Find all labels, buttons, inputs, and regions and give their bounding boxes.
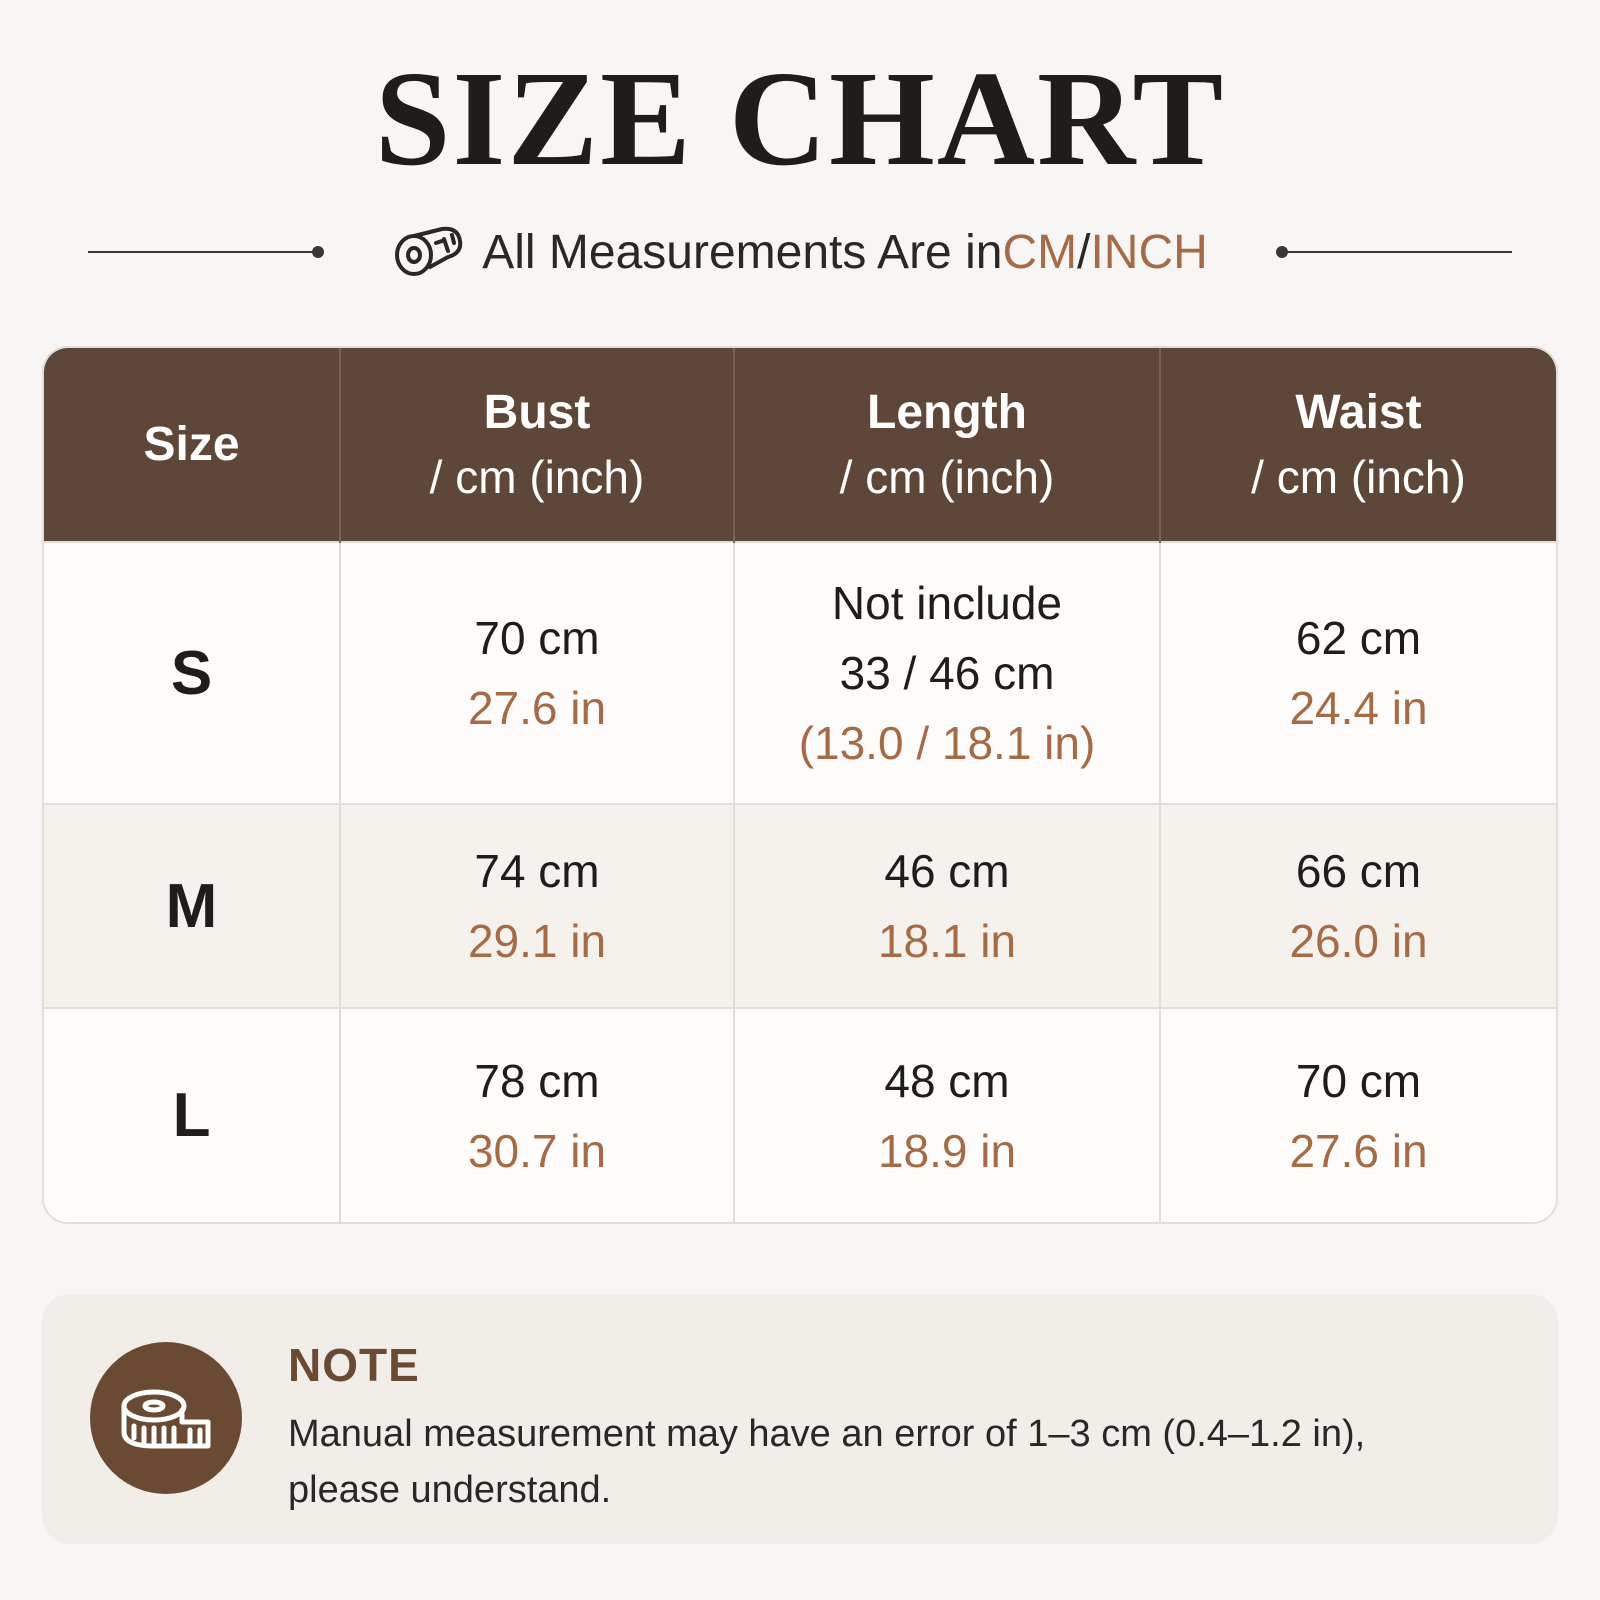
divider-line-right — [1280, 251, 1512, 253]
divider-dot-left — [312, 246, 324, 258]
note-text — [288, 1406, 1488, 1518]
note-line-2: please understand. — [288, 1469, 612, 1511]
tape-measure-icon — [392, 223, 464, 281]
length-note: Not include — [831, 577, 1063, 629]
size-cell: M — [44, 804, 340, 1008]
length-inch: 18.1 in — [877, 915, 1017, 967]
unit-inch-label: INCH — [1090, 225, 1208, 279]
waist-cell — [1160, 542, 1556, 804]
header-waist — [1160, 348, 1556, 542]
size-cell: S — [44, 542, 340, 804]
header-size — [44, 348, 340, 542]
header-unit: / cm (inch) — [839, 450, 1055, 503]
tape-measure-icon — [116, 1380, 216, 1456]
bust-inch: 27.6 in — [467, 682, 607, 734]
header-label: Size — [143, 417, 240, 471]
length-inch: 18.9 in — [877, 1124, 1017, 1177]
length-cm: 33 / 46 cm — [839, 647, 1055, 699]
waist-cm: 66 cm — [1295, 845, 1422, 897]
measurement-units-banner — [88, 222, 1512, 282]
size-cell: L — [44, 1008, 340, 1222]
waist-cell — [1160, 804, 1556, 1008]
size-table — [42, 346, 1558, 1224]
waist-cell — [1160, 1008, 1556, 1222]
header-bust — [340, 348, 734, 542]
header-label: Length — [867, 385, 1027, 439]
length-cell — [734, 804, 1160, 1008]
header-unit: / cm (inch) — [429, 450, 645, 503]
note-line-1: Manual measurement may have an error of 1–3 cm (0.4–1.2 in), — [288, 1413, 1366, 1455]
unit-cm-label: CM — [1002, 225, 1078, 279]
length-cell — [734, 1008, 1160, 1222]
waist-inch: 26.0 in — [1289, 915, 1428, 967]
waist-cm: 62 cm — [1295, 612, 1422, 664]
table-header-row — [44, 348, 1556, 542]
length-cm: 46 cm — [884, 845, 1010, 897]
bust-inch: 30.7 in — [467, 1124, 607, 1177]
units-subtitle — [352, 222, 1248, 282]
note-box — [42, 1294, 1558, 1544]
length-cell — [734, 542, 1160, 804]
header-label: Waist — [1295, 385, 1422, 439]
bust-cell — [340, 1008, 734, 1222]
note-title: NOTE — [288, 1339, 420, 1391]
bust-cm: 70 cm — [474, 612, 600, 664]
waist-inch: 24.4 in — [1289, 682, 1428, 734]
length-inch: (13.0 / 18.1 in) — [798, 717, 1096, 769]
bust-cell — [340, 542, 734, 804]
note-icon-badge — [90, 1342, 242, 1494]
page-title: SIZE CHART — [374, 44, 1226, 194]
divider-line-left — [88, 251, 320, 253]
waist-inch: 27.6 in — [1289, 1124, 1428, 1177]
bust-cm: 74 cm — [474, 845, 600, 897]
table-row-l — [44, 1008, 1556, 1222]
table-row-m — [44, 804, 1556, 1008]
bust-cm: 78 cm — [474, 1054, 600, 1107]
bust-inch: 29.1 in — [467, 915, 607, 967]
units-separator: / — [1077, 225, 1091, 279]
units-prefix: All Measurements Are in — [482, 225, 1003, 279]
table-row-s — [44, 542, 1556, 804]
bust-cell — [340, 804, 734, 1008]
waist-cm: 70 cm — [1295, 1054, 1422, 1107]
length-cm: 48 cm — [884, 1054, 1010, 1107]
header-label: Bust — [483, 385, 591, 439]
header-unit: / cm (inch) — [1251, 450, 1466, 503]
header-length — [734, 348, 1160, 542]
